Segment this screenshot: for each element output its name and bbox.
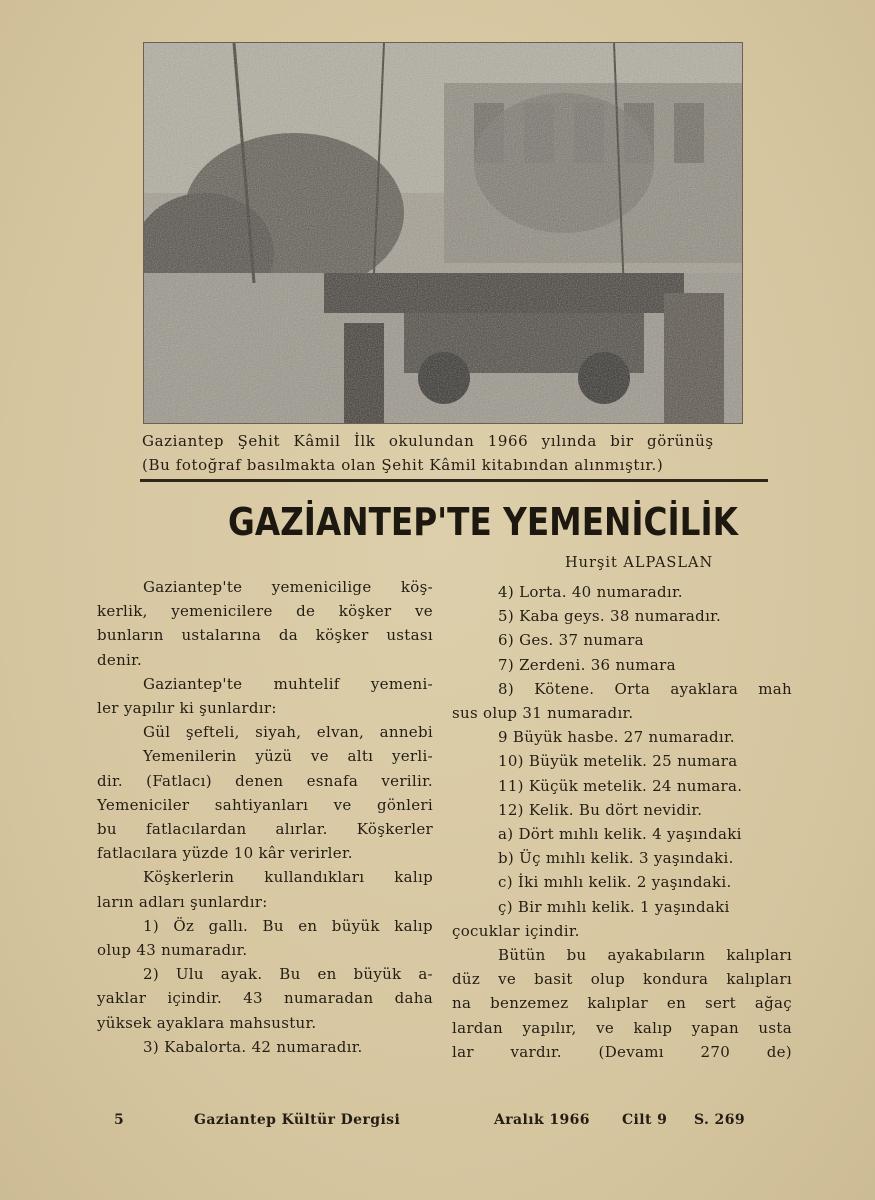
word: lar bbox=[452, 1042, 474, 1061]
word: en bbox=[666, 994, 687, 1013]
word: ayaklara bbox=[670, 679, 739, 698]
school-photo bbox=[143, 42, 743, 424]
text-line: 12) Kelik. Bu dört nevidir. bbox=[498, 800, 703, 819]
word: sahtiyanları bbox=[214, 795, 309, 814]
word: a- bbox=[418, 965, 433, 984]
word: ustalarına bbox=[181, 626, 262, 645]
word: ve bbox=[498, 970, 517, 989]
word: yemenicilere bbox=[171, 602, 273, 621]
left-column bbox=[97, 575, 433, 1059]
word: 270 bbox=[700, 1042, 731, 1061]
caption-divider bbox=[140, 479, 768, 482]
word: en bbox=[317, 965, 337, 984]
text-line: sus olup 31 numaradır. bbox=[452, 704, 634, 723]
word: numaradan bbox=[283, 989, 374, 1008]
word: ve bbox=[310, 747, 329, 766]
word: Gül bbox=[143, 723, 171, 742]
word: ve bbox=[415, 602, 433, 621]
text-line bbox=[97, 865, 433, 889]
volume-number: Cilt 9 bbox=[622, 1112, 668, 1128]
text-line bbox=[97, 720, 433, 744]
text-line bbox=[97, 575, 433, 599]
word: 43 bbox=[243, 989, 263, 1008]
word: köşker bbox=[338, 602, 392, 621]
word: verilir. bbox=[381, 771, 433, 790]
word: Ulu bbox=[175, 965, 204, 984]
word: kalıplar bbox=[587, 994, 648, 1013]
word: altı bbox=[347, 747, 374, 766]
word: ustası bbox=[386, 626, 433, 645]
text-line: çocuklar içindir. bbox=[452, 921, 580, 940]
word: 8) bbox=[498, 679, 514, 698]
word: alırlar. bbox=[275, 820, 328, 839]
word: Bu bbox=[262, 916, 284, 935]
word: Kötene. bbox=[534, 679, 595, 698]
text-line: fatlacılara yüzde 10 kâr verirler. bbox=[97, 844, 353, 863]
text-line bbox=[97, 769, 433, 793]
word: 2) bbox=[143, 965, 159, 984]
word: basit bbox=[534, 970, 573, 989]
word: Gaziantep'te bbox=[143, 674, 243, 693]
word: yemenicilige bbox=[271, 578, 372, 596]
text-line bbox=[97, 817, 433, 841]
word: muhtelif bbox=[273, 674, 340, 693]
word: büyük bbox=[353, 965, 402, 984]
word: Bütün bbox=[498, 946, 546, 965]
word: dir. bbox=[97, 771, 123, 790]
word: (Fatlacı) bbox=[146, 771, 212, 790]
text-line: 4) Lorta. 40 numaradır. bbox=[498, 583, 683, 601]
word: mah bbox=[758, 679, 792, 698]
issue-number: S. 269 bbox=[694, 1112, 745, 1128]
word: kullandıkları bbox=[264, 868, 365, 887]
word: bu bbox=[566, 946, 587, 965]
text-line: olup 43 numaradır. bbox=[97, 941, 248, 960]
word: yerli- bbox=[391, 747, 433, 766]
word: kerlik, bbox=[97, 602, 148, 621]
article-title: GAZİANTEP'TE YEMENİCİLİK bbox=[228, 500, 738, 544]
page-number: 5 bbox=[114, 1112, 125, 1128]
text-line: 9 Büyük hasbe. 27 numaradır. bbox=[498, 728, 735, 747]
word: yüzü bbox=[255, 747, 293, 766]
text-line: a) Dört mıhlı kelik. 4 yaşındaki bbox=[498, 825, 742, 844]
word: elvan, bbox=[316, 723, 365, 742]
word: lardan bbox=[452, 1018, 503, 1037]
text-line: 5) Kaba geys. 38 numaradır. bbox=[498, 607, 722, 626]
word: kalıp bbox=[394, 868, 433, 887]
word: annebi bbox=[379, 723, 433, 742]
word: de bbox=[296, 602, 316, 621]
magazine-name: Gaziantep Kültür Dergisi bbox=[194, 1112, 401, 1128]
word: fatlacılardan bbox=[145, 820, 247, 839]
text-line: ç) Bir mıhlı kelik. 1 yaşındaki bbox=[498, 897, 730, 916]
word: (Devamı bbox=[598, 1042, 664, 1061]
text-line bbox=[452, 1016, 792, 1040]
text-line bbox=[97, 672, 433, 696]
text-line bbox=[97, 986, 433, 1010]
word: bunların bbox=[97, 626, 164, 645]
word: ağaç bbox=[754, 994, 792, 1013]
word: 1) bbox=[143, 916, 159, 935]
text-line bbox=[97, 623, 433, 647]
word: içindir. bbox=[167, 989, 223, 1008]
word: kondura bbox=[643, 970, 709, 989]
word: ayak. bbox=[220, 965, 263, 984]
word: da bbox=[278, 626, 299, 645]
text-line: 3) Kabalorta. 42 numaradır. bbox=[143, 1037, 363, 1056]
text-line bbox=[452, 991, 792, 1015]
word: kalıp bbox=[633, 1018, 673, 1037]
word: kalıpları bbox=[726, 946, 792, 965]
word: gönleri bbox=[376, 795, 433, 814]
text-line bbox=[452, 1040, 792, 1064]
text-line: c) İki mıhlı kelik. 2 yaşındaki. bbox=[498, 873, 732, 892]
word: vardır. bbox=[510, 1042, 562, 1061]
word: Köşkerler bbox=[356, 820, 433, 839]
word: Bu bbox=[279, 965, 301, 984]
word: yapılır, bbox=[522, 1018, 577, 1037]
word: düz bbox=[452, 970, 481, 989]
word: büyük bbox=[331, 916, 380, 935]
text-line: denir. bbox=[97, 650, 143, 669]
article-author: Hurşit ALPASLAN bbox=[565, 555, 714, 571]
word: Yemeniciler bbox=[97, 795, 190, 814]
word: köşker bbox=[315, 626, 369, 645]
text-line bbox=[452, 967, 792, 991]
word: yemeni- bbox=[370, 674, 433, 693]
text-line bbox=[97, 793, 433, 817]
text-line: ların adları şunlardır: bbox=[97, 892, 268, 911]
word: ayakabıların bbox=[607, 946, 706, 965]
word: Gaziantep'te bbox=[143, 578, 243, 596]
text-line: b) Üç mıhlı kelik. 3 yaşındaki. bbox=[498, 849, 734, 868]
word: şefteli, bbox=[185, 723, 240, 742]
text-line bbox=[97, 744, 433, 768]
word: olup bbox=[590, 970, 625, 989]
photo-caption-line1: Gaziantep Şehit Kâmil İlk okulundan 1966 yılında bir görünüş bbox=[142, 432, 714, 450]
word: de) bbox=[766, 1042, 792, 1061]
word: Köşkerlerin bbox=[143, 868, 235, 887]
issue-date: Aralık 1966 bbox=[494, 1112, 590, 1128]
text-line: 10) Büyük metelik. 25 numara bbox=[498, 752, 738, 771]
text-line bbox=[97, 914, 433, 938]
word: gallı. bbox=[208, 916, 249, 935]
word: Öz bbox=[173, 916, 195, 935]
word: köş- bbox=[400, 578, 433, 596]
word: esnafa bbox=[306, 771, 359, 790]
text-line bbox=[452, 943, 792, 967]
word: usta bbox=[758, 1018, 792, 1037]
right-column bbox=[452, 580, 792, 1064]
text-line: yüksek ayaklara mahsustur. bbox=[97, 1013, 317, 1032]
word: yapan bbox=[691, 1018, 739, 1037]
text-line bbox=[452, 677, 792, 701]
word: ve bbox=[596, 1018, 615, 1037]
text-line bbox=[97, 962, 433, 986]
word: daha bbox=[394, 989, 433, 1008]
word: kalıpları bbox=[726, 970, 792, 989]
word: denen bbox=[235, 771, 284, 790]
text-line: 6) Ges. 37 numara bbox=[498, 631, 644, 650]
word: siyah, bbox=[255, 723, 302, 742]
text-line: ler yapılır ki şunlardır: bbox=[97, 699, 277, 718]
word: benzemez bbox=[490, 994, 569, 1013]
photo-caption-line2: (Bu fotoğraf basılmakta olan Şehit Kâmil kitabından alınmıştır.) bbox=[142, 456, 664, 474]
word: ve bbox=[333, 795, 352, 814]
text-line: 7) Zerdeni. 36 numara bbox=[498, 655, 676, 674]
word: bu bbox=[97, 820, 117, 839]
word: Yemenilerin bbox=[143, 747, 237, 766]
text-line bbox=[97, 599, 433, 623]
word: en bbox=[298, 916, 318, 935]
word: Orta bbox=[614, 679, 651, 698]
word: sert bbox=[704, 994, 736, 1013]
word: na bbox=[452, 994, 472, 1013]
word: kalıp bbox=[394, 916, 433, 935]
word: yaklar bbox=[97, 989, 147, 1008]
text-line: 11) Küçük metelik. 24 numara. bbox=[498, 776, 743, 795]
